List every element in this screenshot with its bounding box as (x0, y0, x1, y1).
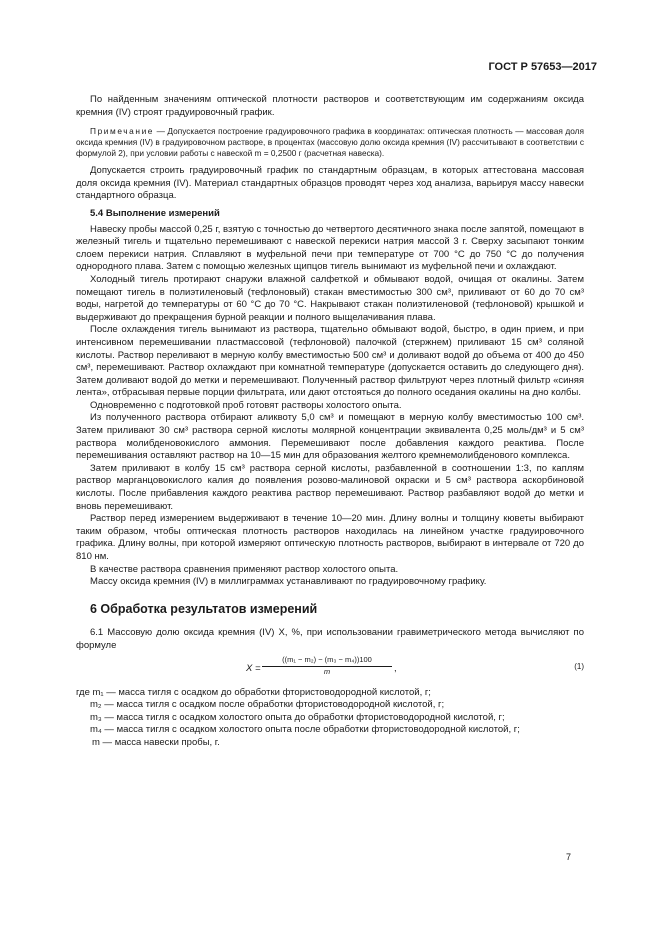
formula-number: (1) (574, 661, 584, 671)
definition-item: m — масса навески пробы, г. (92, 736, 220, 748)
paragraph: Одновременно с подготовкой проб готовят растворы холостого опыта. (90, 399, 402, 411)
formula-definitions (76, 687, 584, 750)
paragraph: Затем приливают в колбу 15 см³ раствора серной кислоты, разбавленной в соотношении 1:3, по каплям раствор марганцовокислого калия до появления розово-малиновой окраски и 5 см³ раствора аскорбиновой кислоты. После прибавления каждого реактива раствор перемешивают. Раствор разбавляют водой до метки и вновь перемешивают. (76, 462, 584, 512)
note-label: Примечание (90, 126, 155, 137)
page-number: 7 (566, 852, 572, 862)
note (76, 126, 584, 159)
paragraph: Из полученного раствора отбирают аликвоту 5,0 см³ и помещают в мерную колбу вместимостью 100 см³. Затем приливают 30 см³ раствора серной кислоты молярной концентрации эквивалента 0,25 моль/дм³ и 5 см³ раствора молибденовокислого аммония. Перемешивают после добавления каждого реактива. После перемешивания оставляют раствор на 10—15 мин для образования желтого кремнемолибденового комплекса. (76, 412, 584, 462)
formula-fraction (262, 655, 392, 677)
paragraph: Холодный тигель протирают снаружи влажной салфеткой и обмывают водой, очищая от окалины. Затем помещают тигель в полиэтиленовый (тефлоновый) стакан вместимостью 300 см³, приливают от 60 до 70 см³ воды, нагретой до температуры от 60 °С до 70 °С. Накрывают стакан полиэтиленовой (тефлоновой) крышкой и выдерживают до прекращения бурной реакции и полного выщелачивания плава. (76, 273, 584, 323)
paragraph: После охлаждения тигель вынимают из раствора, тщательно обмывают водой, быстро, в один прием, и при интенсивном перемешивании пластмассовой (тефлоновой) палочкой (стержнем) приливают 15 см³ соляной кислоты. Раствор переливают в мерную колбу вместимостью 500 см³ и доливают водой до объема от 400 до 450 см³, перемешивают. Раствор охлаждают при комнатной температуре (допускается оставить до следующего дня). Затем доливают водой до метки и перемешивают. Полученный раствор фильтруют через плотный фильтр «синяя лента», отбрасывая первые порции фильтрата, или дают отстояться до полного оседания окалины на дно колбы. (76, 324, 584, 399)
standard-header: ГОСТ Р 57653—2017 (488, 61, 597, 73)
section-heading: 6 Обработка результатов измерений (90, 601, 318, 616)
paragraph: Массу оксида кремния (IV) в миллиграммах устанавливают по градуировочному графику. (90, 576, 487, 588)
paragraph: По найденным значениям оптической плотности растворов и соответствующим им содержаниям оксида кремния (IV) строят градуировочный график. (76, 94, 584, 118)
definition-item: m₃ — масса тигля с осадком холостого опыта до обработки фтористоводородной кислотой, г; (90, 711, 505, 723)
definition-item: m₄ — масса тигля с осадком холостого опыта после обработки фтористоводородной кислотой, г; (90, 724, 520, 736)
paragraph: Навеску пробы массой 0,25 г, взятую с точностью до четвертого десятичного знака после запятой, помещают в железный тигель и тщательно перемешивают с навеской перекиси натрия массой 3 г. Сверху засыпают тонким слоем перекиси натрия. Сплавляют в муфельной печи при температуре от 700 °С до 750 °С до получения однородного плава. Затем с помощью железных щипцов тигель вынимают из муфельной печи и охлаждают. (76, 223, 584, 273)
paragraph: Раствор перед измерением выдерживают в течение 10—20 мин. Длину волны и толщину кюветы выбирают таким образом, чтобы оптическая плотность растворов находилась на линейном участке градуировочного графика. Длину волны, при которой измеряют оптическую плотность растворов, выбирают в интервале от 720 до 810 нм. (76, 513, 584, 562)
formula-denominator: m (323, 666, 331, 676)
formula-numerator: ((m₁ − m₂) − (m₃ − m₄))100 (262, 655, 392, 667)
document-body (76, 94, 584, 750)
definition-item: где m₁ — масса тигля с осадком до обработки фтористоводородной кислотой, г; (76, 686, 431, 698)
paragraph: Допускается строить градуировочный график по стандартным образцам, в которых аттестована массовая доля оксида кремния (IV). Материал стандартных образцов проводят через ход анализа, варьируя массу навески стандартного образца. (76, 165, 584, 202)
paragraph: 6.1 Массовую долю оксида кремния (IV) X, %, при использовании гравиметрического метода вычисляют по формуле (76, 627, 584, 651)
definition-item: m₂ — масса тигля с осадком после обработки фтористоводородной кислотой, г; (90, 699, 445, 711)
formula (76, 655, 584, 685)
note-text: — Допускается построение градуировочного графика в координатах: оптическая плотность — массовая доля оксида кремния (IV) в градуировочном растворе, в процентах (массовую долю оксида кремния (IV) рассчитывают в соответствии с формулой 2), при условии работы с навеской m = 0,2500 г (расчетная навеска). (76, 126, 584, 159)
formula-lhs: X = (246, 662, 261, 674)
subsection-heading: 5.4 Выполнение измерений (90, 207, 220, 219)
paragraph: В качестве раствора сравнения применяют раствор холостого опыта. (90, 563, 399, 575)
formula-tail: , (394, 662, 397, 674)
